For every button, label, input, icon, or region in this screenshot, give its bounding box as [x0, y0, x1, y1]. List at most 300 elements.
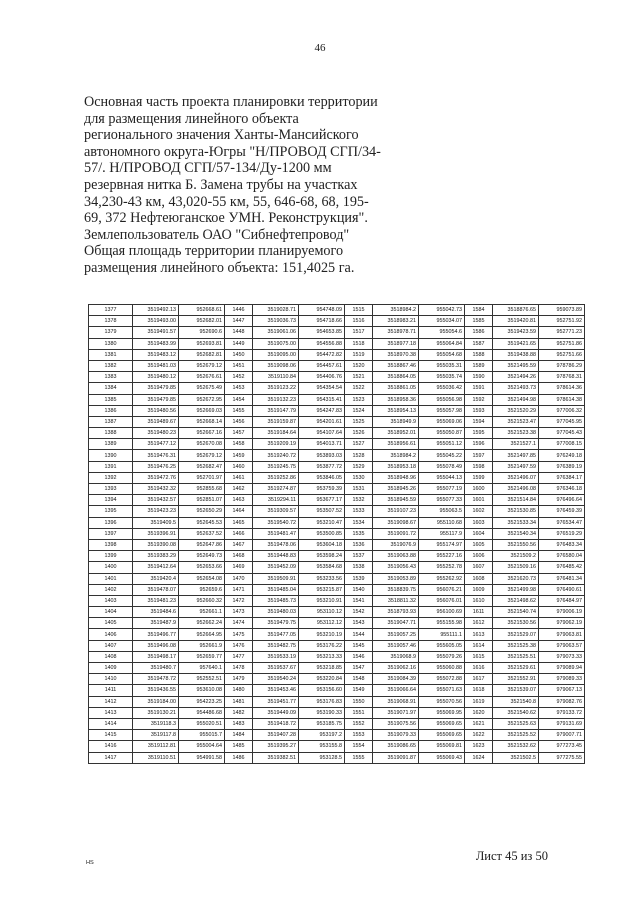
point-number-cell: 1596 — [465, 439, 493, 450]
coordinate-cell: 955050.87 — [419, 428, 465, 439]
point-number-cell: 1609 — [465, 584, 493, 595]
coordinate-cell: 953507.52 — [299, 506, 345, 517]
point-number-cell: 1528 — [345, 450, 373, 461]
coordinate-cell: 954354.54 — [299, 383, 345, 394]
coordinate-cell: 953213.33 — [299, 651, 345, 662]
coordinate-cell: 3521533.34 — [493, 517, 539, 528]
table-row — [89, 696, 585, 707]
point-number-cell: 1622 — [465, 730, 493, 741]
point-number-cell: 1413 — [89, 707, 133, 718]
table-row — [89, 629, 585, 640]
coordinate-cell: 3519395.27 — [253, 741, 299, 752]
point-number-cell: 1407 — [89, 640, 133, 651]
coordinate-cell: 955056.98 — [419, 394, 465, 405]
coordinate-cell: 979006.19 — [539, 607, 585, 618]
coordinate-cell: 3519540.24 — [253, 674, 299, 685]
coordinate-cell: 955077.33 — [419, 495, 465, 506]
coordinate-cell: 3521540.8 — [493, 696, 539, 707]
coordinate-cell: 953156.60 — [299, 685, 345, 696]
coordinate-cell: 953176.22 — [299, 640, 345, 651]
table-row — [89, 316, 585, 327]
table-row — [89, 539, 585, 550]
coordinate-cell: 952668.14 — [179, 416, 225, 427]
point-number-cell: 1619 — [465, 696, 493, 707]
point-number-cell: 1585 — [465, 316, 493, 327]
coordinate-cell: 3519533.19 — [253, 651, 299, 662]
point-number-cell: 1519 — [345, 349, 373, 360]
coordinate-cell: 3519481.47 — [253, 528, 299, 539]
coordinate-cell: 979131.69 — [539, 718, 585, 729]
point-number-cell: 1403 — [89, 595, 133, 606]
table-row — [89, 383, 585, 394]
coordinate-cell: 955034.07 — [419, 316, 465, 327]
point-number-cell: 1547 — [345, 663, 373, 674]
coordinate-cell: 977273.45 — [539, 741, 585, 752]
point-number-cell: 1598 — [465, 461, 493, 472]
coordinate-cell: 3519476.25 — [133, 461, 179, 472]
coordinate-cell: 957640.1 — [179, 663, 225, 674]
point-number-cell: 1385 — [89, 394, 133, 405]
coordinate-cell: 3519107.23 — [373, 506, 419, 517]
point-number-cell: 1613 — [465, 629, 493, 640]
point-number-cell: 1591 — [465, 383, 493, 394]
coordinate-cell: 955155.98 — [419, 618, 465, 629]
coordinate-cell: 3519420.4 — [133, 573, 179, 584]
coordinate-cell: 952654.08 — [179, 573, 225, 584]
coordinate-cell: 952661.9 — [179, 640, 225, 651]
coordinate-cell: 3519066.64 — [373, 685, 419, 696]
coordinate-cell: 3519477.12 — [133, 439, 179, 450]
coordinate-cell: 953846.05 — [299, 472, 345, 483]
coordinate-cell: 3521550.56 — [493, 539, 539, 550]
point-number-cell: 1460 — [225, 461, 253, 472]
sheet-number: Лист 45 из 50 — [475, 849, 548, 863]
coordinate-cell: 979133.72 — [539, 707, 585, 718]
coordinate-cell: 976459.39 — [539, 506, 585, 517]
coordinate-cell: 952645.53 — [179, 517, 225, 528]
point-number-cell: 1607 — [465, 562, 493, 573]
coordinate-cell: 952659.6 — [179, 584, 225, 595]
point-number-cell: 1476 — [225, 640, 253, 651]
coordinate-cell: 3519482.75 — [253, 640, 299, 651]
coordinate-cell: 976481.34 — [539, 573, 585, 584]
point-number-cell: 1538 — [345, 562, 373, 573]
coordinate-cell: 976483.34 — [539, 539, 585, 550]
point-number-cell: 1398 — [89, 539, 133, 550]
coordinate-cell: 955004.64 — [179, 741, 225, 752]
point-number-cell: 1515 — [345, 305, 373, 316]
coordinate-cell: 954486.68 — [179, 707, 225, 718]
coordinate-cell: 955015.7 — [179, 730, 225, 741]
coordinate-cell: 3519098.06 — [253, 360, 299, 371]
coordinate-cell: 3519487.9 — [133, 618, 179, 629]
coordinate-cell: 3519036.73 — [253, 316, 299, 327]
coordinate-cell: 952693.81 — [179, 338, 225, 349]
coordinate-cell: 3519075.56 — [373, 718, 419, 729]
coordinate-cell: 954247.83 — [299, 405, 345, 416]
coordinate-cell: 3519076.9 — [373, 539, 419, 550]
table-row — [89, 327, 585, 338]
coordinate-cell: 976534.47 — [539, 517, 585, 528]
coordinate-cell: 952682.47 — [179, 461, 225, 472]
coordinate-cell: 976485.42 — [539, 562, 585, 573]
coordinate-cell: 3518983.21 — [373, 316, 419, 327]
point-number-cell: 1466 — [225, 528, 253, 539]
point-number-cell: 1536 — [345, 539, 373, 550]
table-row — [89, 394, 585, 405]
coordinate-cell: 955070.56 — [419, 696, 465, 707]
point-number-cell: 1408 — [89, 651, 133, 662]
coordinate-cell: 952662.24 — [179, 618, 225, 629]
coordinate-cell: 954457.61 — [299, 360, 345, 371]
point-number-cell: 1540 — [345, 584, 373, 595]
coordinate-cell: 952661.1 — [179, 607, 225, 618]
coordinate-cell: 952647.86 — [179, 539, 225, 550]
coordinate-cell: 3519491.57 — [133, 327, 179, 338]
point-number-cell: 1604 — [465, 528, 493, 539]
coordinate-cell: 954556.88 — [299, 338, 345, 349]
point-number-cell: 1586 — [465, 327, 493, 338]
coordinate-cell: 3519537.67 — [253, 663, 299, 674]
coordinate-cell: 953233.56 — [299, 573, 345, 584]
coordinate-cell: 3519240.72 — [253, 450, 299, 461]
coordinate-cell: 978614.36 — [539, 383, 585, 394]
coordinate-cell: 3519110.84 — [253, 372, 299, 383]
point-number-cell: 1548 — [345, 674, 373, 685]
coordinate-cell: 953110.12 — [299, 607, 345, 618]
coordinate-cell: 952682.01 — [179, 316, 225, 327]
point-number-cell: 1612 — [465, 618, 493, 629]
coordinate-cell: 3518811.32 — [373, 595, 419, 606]
coordinate-cell: 953128.5 — [299, 752, 345, 763]
table-row — [89, 674, 585, 685]
point-number-cell: 1461 — [225, 472, 253, 483]
coordinate-cell: 3521523.47 — [493, 416, 539, 427]
point-number-cell: 1531 — [345, 484, 373, 495]
coordinate-cell: 3521494.98 — [493, 394, 539, 405]
coordinate-cell: 3519432.32 — [133, 484, 179, 495]
coordinate-cell: 3519409.5 — [133, 517, 179, 528]
coordinate-cell: 953218.85 — [299, 663, 345, 674]
point-number-cell: 1529 — [345, 461, 373, 472]
coordinate-cell: 3519390.08 — [133, 539, 179, 550]
coordinate-cell: 3519084.39 — [373, 674, 419, 685]
point-number-cell: 1462 — [225, 484, 253, 495]
point-number-cell: 1544 — [345, 629, 373, 640]
table-row — [89, 472, 585, 483]
coordinate-cell: 955020.51 — [179, 718, 225, 729]
coordinate-cell: 3521498.62 — [493, 595, 539, 606]
coordinate-cell: 3519110.51 — [133, 752, 179, 763]
point-number-cell: 1593 — [465, 405, 493, 416]
coordinate-cell: 952664.95 — [179, 629, 225, 640]
point-number-cell: 1394 — [89, 495, 133, 506]
coordinate-cell: 3521520.29 — [493, 405, 539, 416]
coordinate-cell: 3521509.16 — [493, 562, 539, 573]
coordinate-cell: 3519452.09 — [253, 562, 299, 573]
coordinate-cell: 955227.16 — [419, 551, 465, 562]
coordinate-cell: 3521502.5 — [493, 752, 539, 763]
point-number-cell: 1458 — [225, 439, 253, 450]
coordinate-cell: 3521496.08 — [493, 484, 539, 495]
coordinate-cell: 955063.5 — [419, 506, 465, 517]
table-row — [89, 461, 585, 472]
coordinate-cell: 954472.82 — [299, 349, 345, 360]
point-number-cell: 1448 — [225, 327, 253, 338]
point-number-cell: 1406 — [89, 629, 133, 640]
point-number-cell: 1606 — [465, 551, 493, 562]
coordinate-cell: 955035.31 — [419, 360, 465, 371]
coordinate-cell: 953598.24 — [299, 551, 345, 562]
coordinate-cell: 3519047.71 — [373, 618, 419, 629]
coordinate-cell: 978768.31 — [539, 372, 585, 383]
coordinate-cell: 3519209.19 — [253, 439, 299, 450]
coordinate-cell: 3519432.57 — [133, 495, 179, 506]
coordinate-cell: 955051.12 — [419, 439, 465, 450]
point-number-cell: 1417 — [89, 752, 133, 763]
table-row — [89, 685, 585, 696]
table-row — [89, 607, 585, 618]
point-number-cell: 1386 — [89, 405, 133, 416]
coordinate-cell: 953893.03 — [299, 450, 345, 461]
point-number-cell: 1405 — [89, 618, 133, 629]
coordinate-cell: 953677.17 — [299, 495, 345, 506]
coordinate-cell: 3519509.91 — [253, 573, 299, 584]
point-number-cell: 1614 — [465, 640, 493, 651]
point-number-cell: 1456 — [225, 416, 253, 427]
coordinate-cell: 3521497.85 — [493, 450, 539, 461]
coordinate-cell: 3521495.59 — [493, 360, 539, 371]
point-number-cell: 1384 — [89, 383, 133, 394]
coordinate-cell: 3519091.72 — [373, 528, 419, 539]
table-row — [89, 416, 585, 427]
coordinate-cell: 955110.68 — [419, 517, 465, 528]
coordinate-cell: 3519123.22 — [253, 383, 299, 394]
coordinate-cell: 955117.9 — [419, 528, 465, 539]
coordinate-cell: 955054.68 — [419, 349, 465, 360]
coordinate-cell: 3521527.1 — [493, 439, 539, 450]
coordinate-cell: 3519436.55 — [133, 685, 179, 696]
coordinate-cell: 956100.69 — [419, 607, 465, 618]
coordinate-cell: 955605.05 — [419, 640, 465, 651]
point-number-cell: 1483 — [225, 718, 253, 729]
coordinate-cell: 978614.38 — [539, 394, 585, 405]
point-number-cell: 1617 — [465, 674, 493, 685]
point-number-cell: 1600 — [465, 484, 493, 495]
coordinate-cell: 3519309.57 — [253, 506, 299, 517]
point-number-cell: 1409 — [89, 663, 133, 674]
point-number-cell: 1608 — [465, 573, 493, 584]
coordinate-cell: 3519095.00 — [253, 349, 299, 360]
coordinate-cell: 3519184.00 — [133, 696, 179, 707]
coordinate-cell: 955042.73 — [419, 305, 465, 316]
coordinate-cell: 952701.97 — [179, 472, 225, 483]
coordinate-cell: 3519485.04 — [253, 584, 299, 595]
point-number-cell: 1464 — [225, 506, 253, 517]
point-number-cell: 1452 — [225, 372, 253, 383]
point-number-cell: 1522 — [345, 383, 373, 394]
point-number-cell: 1454 — [225, 394, 253, 405]
coordinate-cell: 3519451.77 — [253, 696, 299, 707]
coordinate-cell: 952670.08 — [179, 439, 225, 450]
point-number-cell: 1532 — [345, 495, 373, 506]
coordinate-cell: 952676.61 — [179, 372, 225, 383]
point-number-cell: 1525 — [345, 416, 373, 427]
coordinate-cell: 955069.43 — [419, 752, 465, 763]
table-row — [89, 595, 585, 606]
point-number-cell: 1624 — [465, 752, 493, 763]
coordinate-cell: 3518958.36 — [373, 394, 419, 405]
coordinate-cell: 955078.49 — [419, 461, 465, 472]
coordinate-cell: 953877.72 — [299, 461, 345, 472]
point-number-cell: 1465 — [225, 517, 253, 528]
coordinate-cell: 977275.55 — [539, 752, 585, 763]
coordinate-cell: 954201.61 — [299, 416, 345, 427]
coordinate-cell: 3519086.65 — [373, 741, 419, 752]
point-number-cell: 1541 — [345, 595, 373, 606]
coordinate-cell: 3518876.65 — [493, 305, 539, 316]
coordinate-cell: 3519498.17 — [133, 651, 179, 662]
point-number-cell: 1414 — [89, 718, 133, 729]
coordinate-cell: 977045.43 — [539, 428, 585, 439]
coordinate-cell: 3519132.23 — [253, 394, 299, 405]
point-number-cell: 1552 — [345, 718, 373, 729]
coordinate-cell: 954718.66 — [299, 316, 345, 327]
coordinate-cell: 953759.39 — [299, 484, 345, 495]
coordinate-cell: 952637.52 — [179, 528, 225, 539]
coordinate-cell: 3518978.71 — [373, 327, 419, 338]
point-number-cell: 1486 — [225, 752, 253, 763]
table-row — [89, 618, 585, 629]
point-number-cell: 1517 — [345, 327, 373, 338]
coordinate-cell: 3519438.88 — [493, 349, 539, 360]
coordinate-cell: 954653.85 — [299, 327, 345, 338]
coordinate-cell: 3518945.26 — [373, 484, 419, 495]
coordinate-cell: 952669.03 — [179, 405, 225, 416]
point-number-cell: 1601 — [465, 495, 493, 506]
coordinate-cell: 952682.81 — [179, 349, 225, 360]
point-number-cell: 1621 — [465, 718, 493, 729]
coordinate-cell: 976580.04 — [539, 551, 585, 562]
coordinate-cell: 955054.6 — [419, 327, 465, 338]
point-number-cell: 1535 — [345, 528, 373, 539]
coordinate-cell: 3519117.8 — [133, 730, 179, 741]
table-row — [89, 528, 585, 539]
coordinate-cell: 979089.94 — [539, 663, 585, 674]
coordinate-cell: 955069.81 — [419, 741, 465, 752]
coordinate-cell: 976346.18 — [539, 484, 585, 495]
point-number-cell: 1447 — [225, 316, 253, 327]
coordinate-cell: 3521523.38 — [493, 428, 539, 439]
coordinate-cell: 3519118.3 — [133, 718, 179, 729]
coordinate-cell: 976484.97 — [539, 595, 585, 606]
point-number-cell: 1472 — [225, 595, 253, 606]
table-row — [89, 405, 585, 416]
point-number-cell: 1404 — [89, 607, 133, 618]
point-number-cell: 1610 — [465, 595, 493, 606]
coordinate-cell: 3519480.12 — [133, 372, 179, 383]
coordinate-cell: 3519098.67 — [373, 517, 419, 528]
coordinate-cell: 3519480.7 — [133, 663, 179, 674]
point-number-cell: 1524 — [345, 405, 373, 416]
coordinate-cell: 3519480.23 — [133, 428, 179, 439]
coordinate-cell: 976384.17 — [539, 472, 585, 483]
coordinate-cell: 3519184.64 — [253, 428, 299, 439]
coordinate-cell: 952690.6 — [179, 327, 225, 338]
table-row — [89, 651, 585, 662]
coordinate-cell: 3521525.51 — [493, 651, 539, 662]
coordinate-cell: 3521529.61 — [493, 663, 539, 674]
coordinate-cell: 954406.76 — [299, 372, 345, 383]
table-row — [89, 484, 585, 495]
coordinate-cell: 952855.68 — [179, 484, 225, 495]
coordinate-cell: 3519147.79 — [253, 405, 299, 416]
coordinate-cell: 3519383.29 — [133, 551, 179, 562]
coordinate-cell: 953584.68 — [299, 562, 345, 573]
coordinate-cell: 3519476.31 — [133, 450, 179, 461]
point-number-cell: 1477 — [225, 651, 253, 662]
table-row — [89, 428, 585, 439]
table-row — [89, 450, 585, 461]
coordinate-cell: 955057.98 — [419, 405, 465, 416]
coordinate-cell: 955111.1 — [419, 629, 465, 640]
coordinate-cell: 979007.71 — [539, 730, 585, 741]
coordinate-cell: 3521530.85 — [493, 506, 539, 517]
coordinate-cell: 3518956.61 — [373, 439, 419, 450]
coordinate-cell: 3519407.28 — [253, 730, 299, 741]
coordinate-cell: 3519449.09 — [253, 707, 299, 718]
point-number-cell: 1397 — [89, 528, 133, 539]
coordinate-cell: 955252.78 — [419, 562, 465, 573]
table-row — [89, 551, 585, 562]
coordinate-cell: 3518977.18 — [373, 338, 419, 349]
coordinate-cell: 3521525.52 — [493, 730, 539, 741]
point-number-cell: 1471 — [225, 584, 253, 595]
point-number-cell: 1533 — [345, 506, 373, 517]
point-number-cell: 1603 — [465, 517, 493, 528]
table-row — [89, 573, 585, 584]
coordinate-cell: 3519483.12 — [133, 349, 179, 360]
point-number-cell: 1602 — [465, 506, 493, 517]
coordinate-cell: 952649.73 — [179, 551, 225, 562]
point-number-cell: 1594 — [465, 416, 493, 427]
coordinate-cell: 979062.19 — [539, 618, 585, 629]
coordinate-cell: 3518793.93 — [373, 607, 419, 618]
point-number-cell: 1381 — [89, 349, 133, 360]
coordinate-cell: 955036.42 — [419, 383, 465, 394]
coordinate-cell: 3518954.13 — [373, 405, 419, 416]
coordinate-cell: 952653.66 — [179, 562, 225, 573]
coordinate-cell: 3521497.59 — [493, 461, 539, 472]
coordinate-cell: 954315.41 — [299, 394, 345, 405]
point-number-cell: 1391 — [89, 461, 133, 472]
point-number-cell: 1549 — [345, 685, 373, 696]
coordinate-cell: 952660.32 — [179, 595, 225, 606]
coordinate-cell: 976490.61 — [539, 584, 585, 595]
point-number-cell: 1542 — [345, 607, 373, 618]
coordinate-cell: 954013.71 — [299, 439, 345, 450]
table-row — [89, 372, 585, 383]
point-number-cell: 1378 — [89, 316, 133, 327]
coordinate-cell: 3521509.2 — [493, 551, 539, 562]
point-number-cell: 1551 — [345, 707, 373, 718]
table-row — [89, 495, 585, 506]
coordinate-cell: 3519480.56 — [133, 405, 179, 416]
point-number-cell: 1615 — [465, 651, 493, 662]
point-number-cell: 1389 — [89, 439, 133, 450]
point-number-cell: 1516 — [345, 316, 373, 327]
coordinate-cell: 3519028.71 — [253, 305, 299, 316]
